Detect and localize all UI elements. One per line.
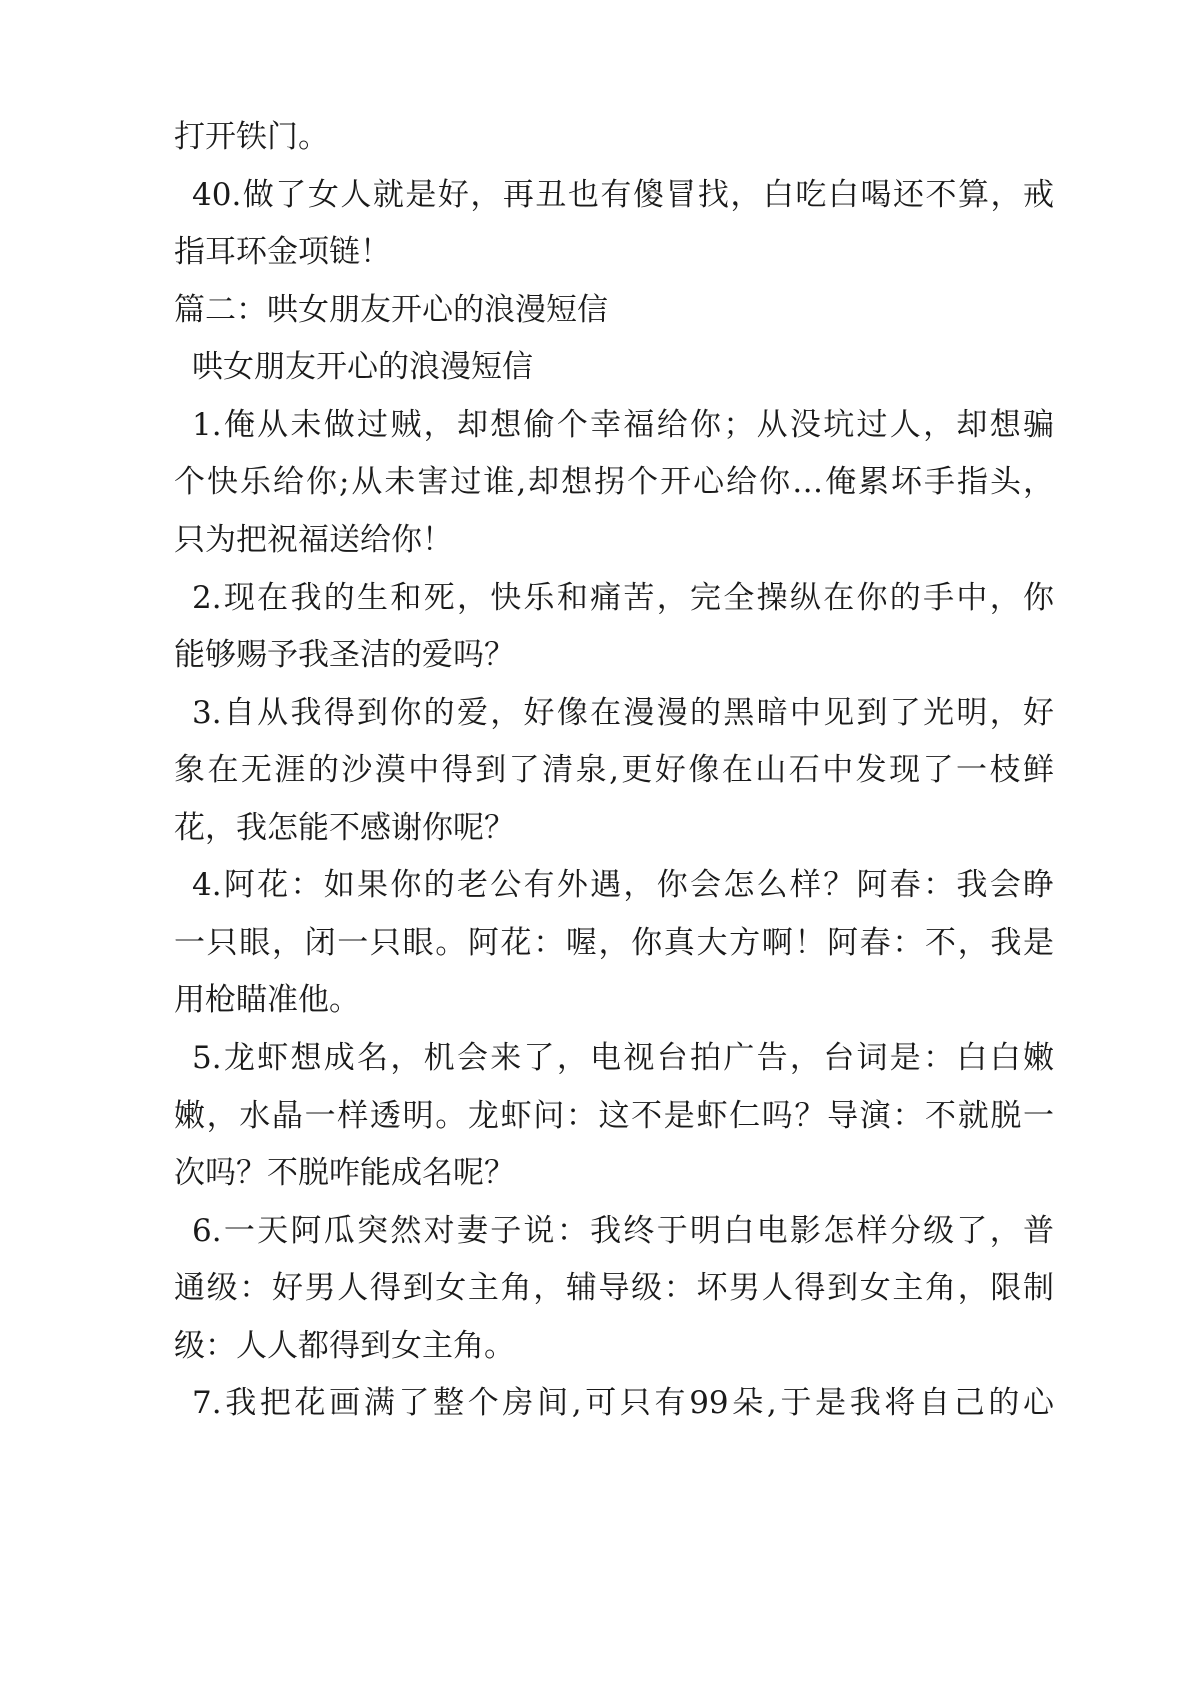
text-line: 个快乐给你;从未害过谁,却想拐个开心给你…俺累坏手指头， xyxy=(174,464,1054,500)
text-line: 6.一天阿瓜突然对妻子说：我终于明白电影怎样分级了，普 xyxy=(192,1213,1054,1249)
text-line: 象在无涯的沙漠中得到了清泉,更好像在山石中发现了一枝鲜 xyxy=(174,752,1054,788)
text-line: 打开铁门。 xyxy=(174,119,329,155)
text-line: 7.我把花画满了整个房间,可只有99朵,于是我将自己的心 xyxy=(192,1385,1054,1421)
text-line: 通级：好男人得到女主角，辅导级：坏男人得到女主角，限制 xyxy=(174,1270,1054,1306)
text-line: 级：人人都得到女主角。 xyxy=(174,1328,515,1364)
text-line: 嫩，水晶一样透明。龙虾问：这不是虾仁吗？导演：不就脱一 xyxy=(174,1098,1054,1134)
text-line: 用枪瞄准他。 xyxy=(174,982,360,1018)
text-line: 2.现在我的生和死，快乐和痛苦，完全操纵在你的手中，你 xyxy=(192,580,1054,616)
text-line: 次吗？不脱咋能成名呢？ xyxy=(174,1155,515,1191)
section-heading: 篇二：哄女朋友开心的浪漫短信 xyxy=(174,292,608,328)
text-line: 3.自从我得到你的爱，好像在漫漫的黑暗中见到了光明，好 xyxy=(192,695,1054,731)
text-line: 4.阿花：如果你的老公有外遇，你会怎么样？阿春：我会睁 xyxy=(192,867,1054,903)
text-line: 5.龙虾想成名，机会来了，电视台拍广告，台词是：白白嫩 xyxy=(192,1040,1054,1076)
section-subheading: 哄女朋友开心的浪漫短信 xyxy=(192,349,533,385)
text-line: 1.俺从未做过贼，却想偷个幸福给你；从没坑过人，却想骗 xyxy=(192,407,1054,443)
text-line: 只为把祝福送给你！ xyxy=(174,522,453,558)
text-line: 指耳环金项链！ xyxy=(174,234,391,270)
text-line: 花，我怎能不感谢你呢？ xyxy=(174,810,515,846)
text-line: 能够赐予我圣洁的爱吗？ xyxy=(174,637,515,673)
text-line: 一只眼，闭一只眼。阿花：喔，你真大方啊！阿春：不，我是 xyxy=(174,925,1054,961)
text-line: 40.做了女人就是好，再丑也有傻冒找，白吃白喝还不算，戒 xyxy=(192,177,1054,213)
